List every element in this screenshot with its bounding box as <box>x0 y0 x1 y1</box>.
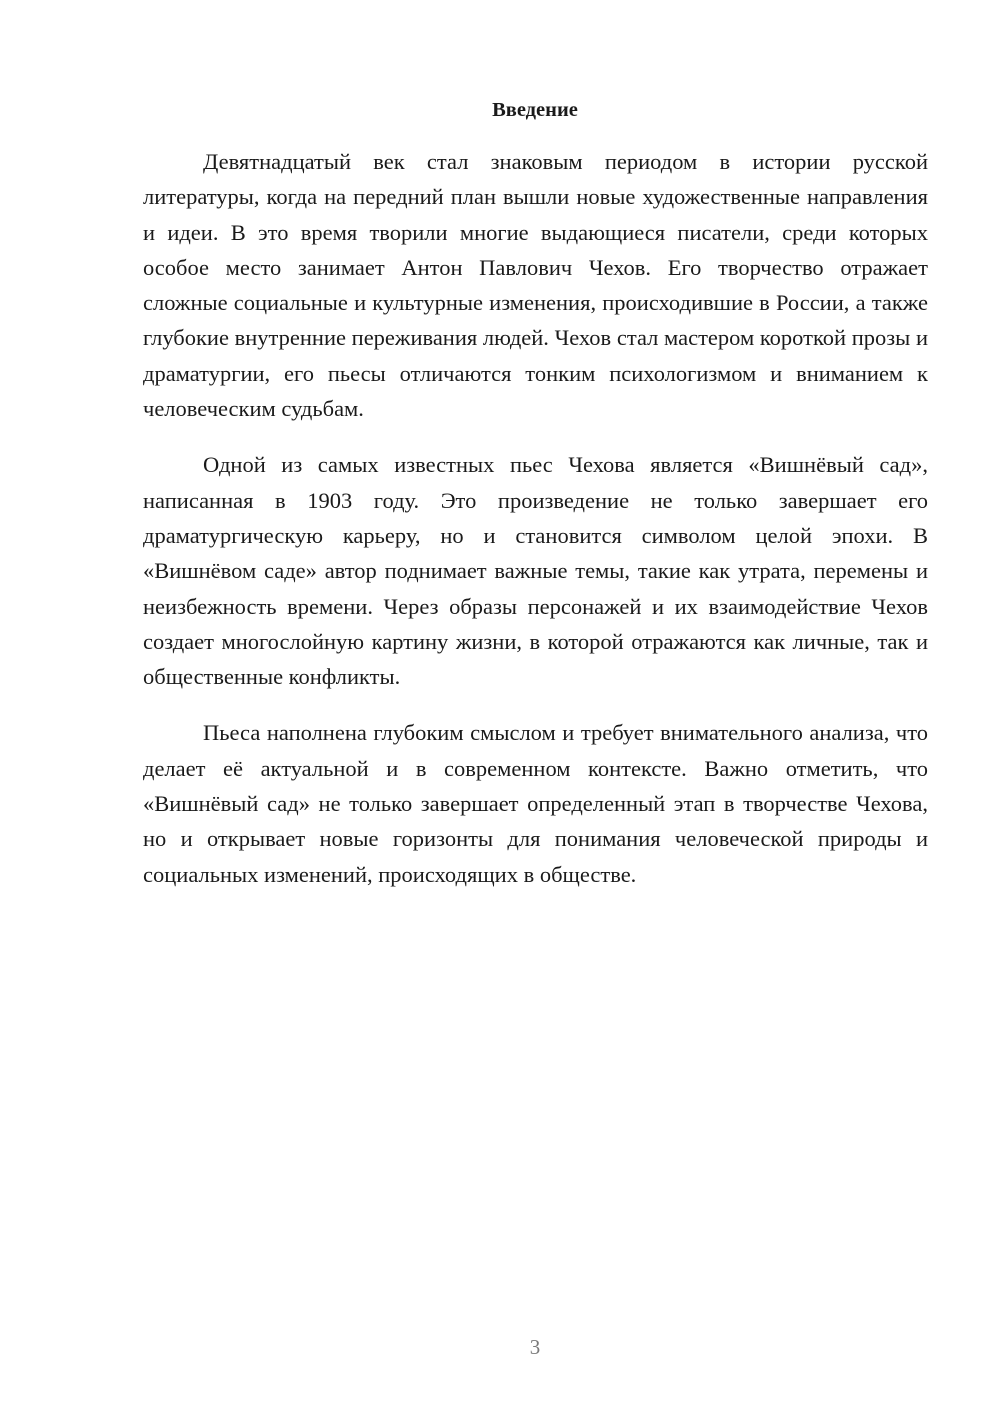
paragraph-3: Пьеса наполнена глубоким смыслом и требует внимательного анализа, что делает её актуальной и в современном контексте. Важно отметить, что «Вишнёвый сад» не только завершает определенный этап в творчестве Чехова, но и открывает новые горизонты для понимания человеческой природы и социальных изменений, происходящих в обществе. <box>143 720 928 887</box>
paragraph-2: Одной из самых известных пьес Чехова является «Вишнёвый сад», написанная в 1903 году. Это произведение не только завершает его драматургическую карьеру, но и становится символом целой эпохи. В «Вишнёвом саде» автор поднимает важные темы, такие как утрата, перемены и неизбежность времени. Через образы персонажей и их взаимодействие Чехов создает многослойную картину жизни, в которой отражаются как личные, так и общественные конфликты. <box>143 452 928 690</box>
paragraph-1: Девятнадцатый век стал знаковым периодом в истории русской литературы, когда на передний план вышли новые художественные направления и идеи. В это время творили многие выдающиеся писатели, среди которых особое место занимает Антон Павлович Чехов. Его творчество отражает сложные социальные и культурные изменения, происходившие в России, а также глубокие внутренние переживания людей. Чехов стал мастером короткой прозы и драматургии, его пьесы отличаются тонким психологизмом и вниманием к человеческим судьбам. <box>143 149 928 422</box>
page-number: 3 <box>529 1335 541 1359</box>
page-title: Введение <box>492 99 578 121</box>
document-body <box>143 144 928 913</box>
